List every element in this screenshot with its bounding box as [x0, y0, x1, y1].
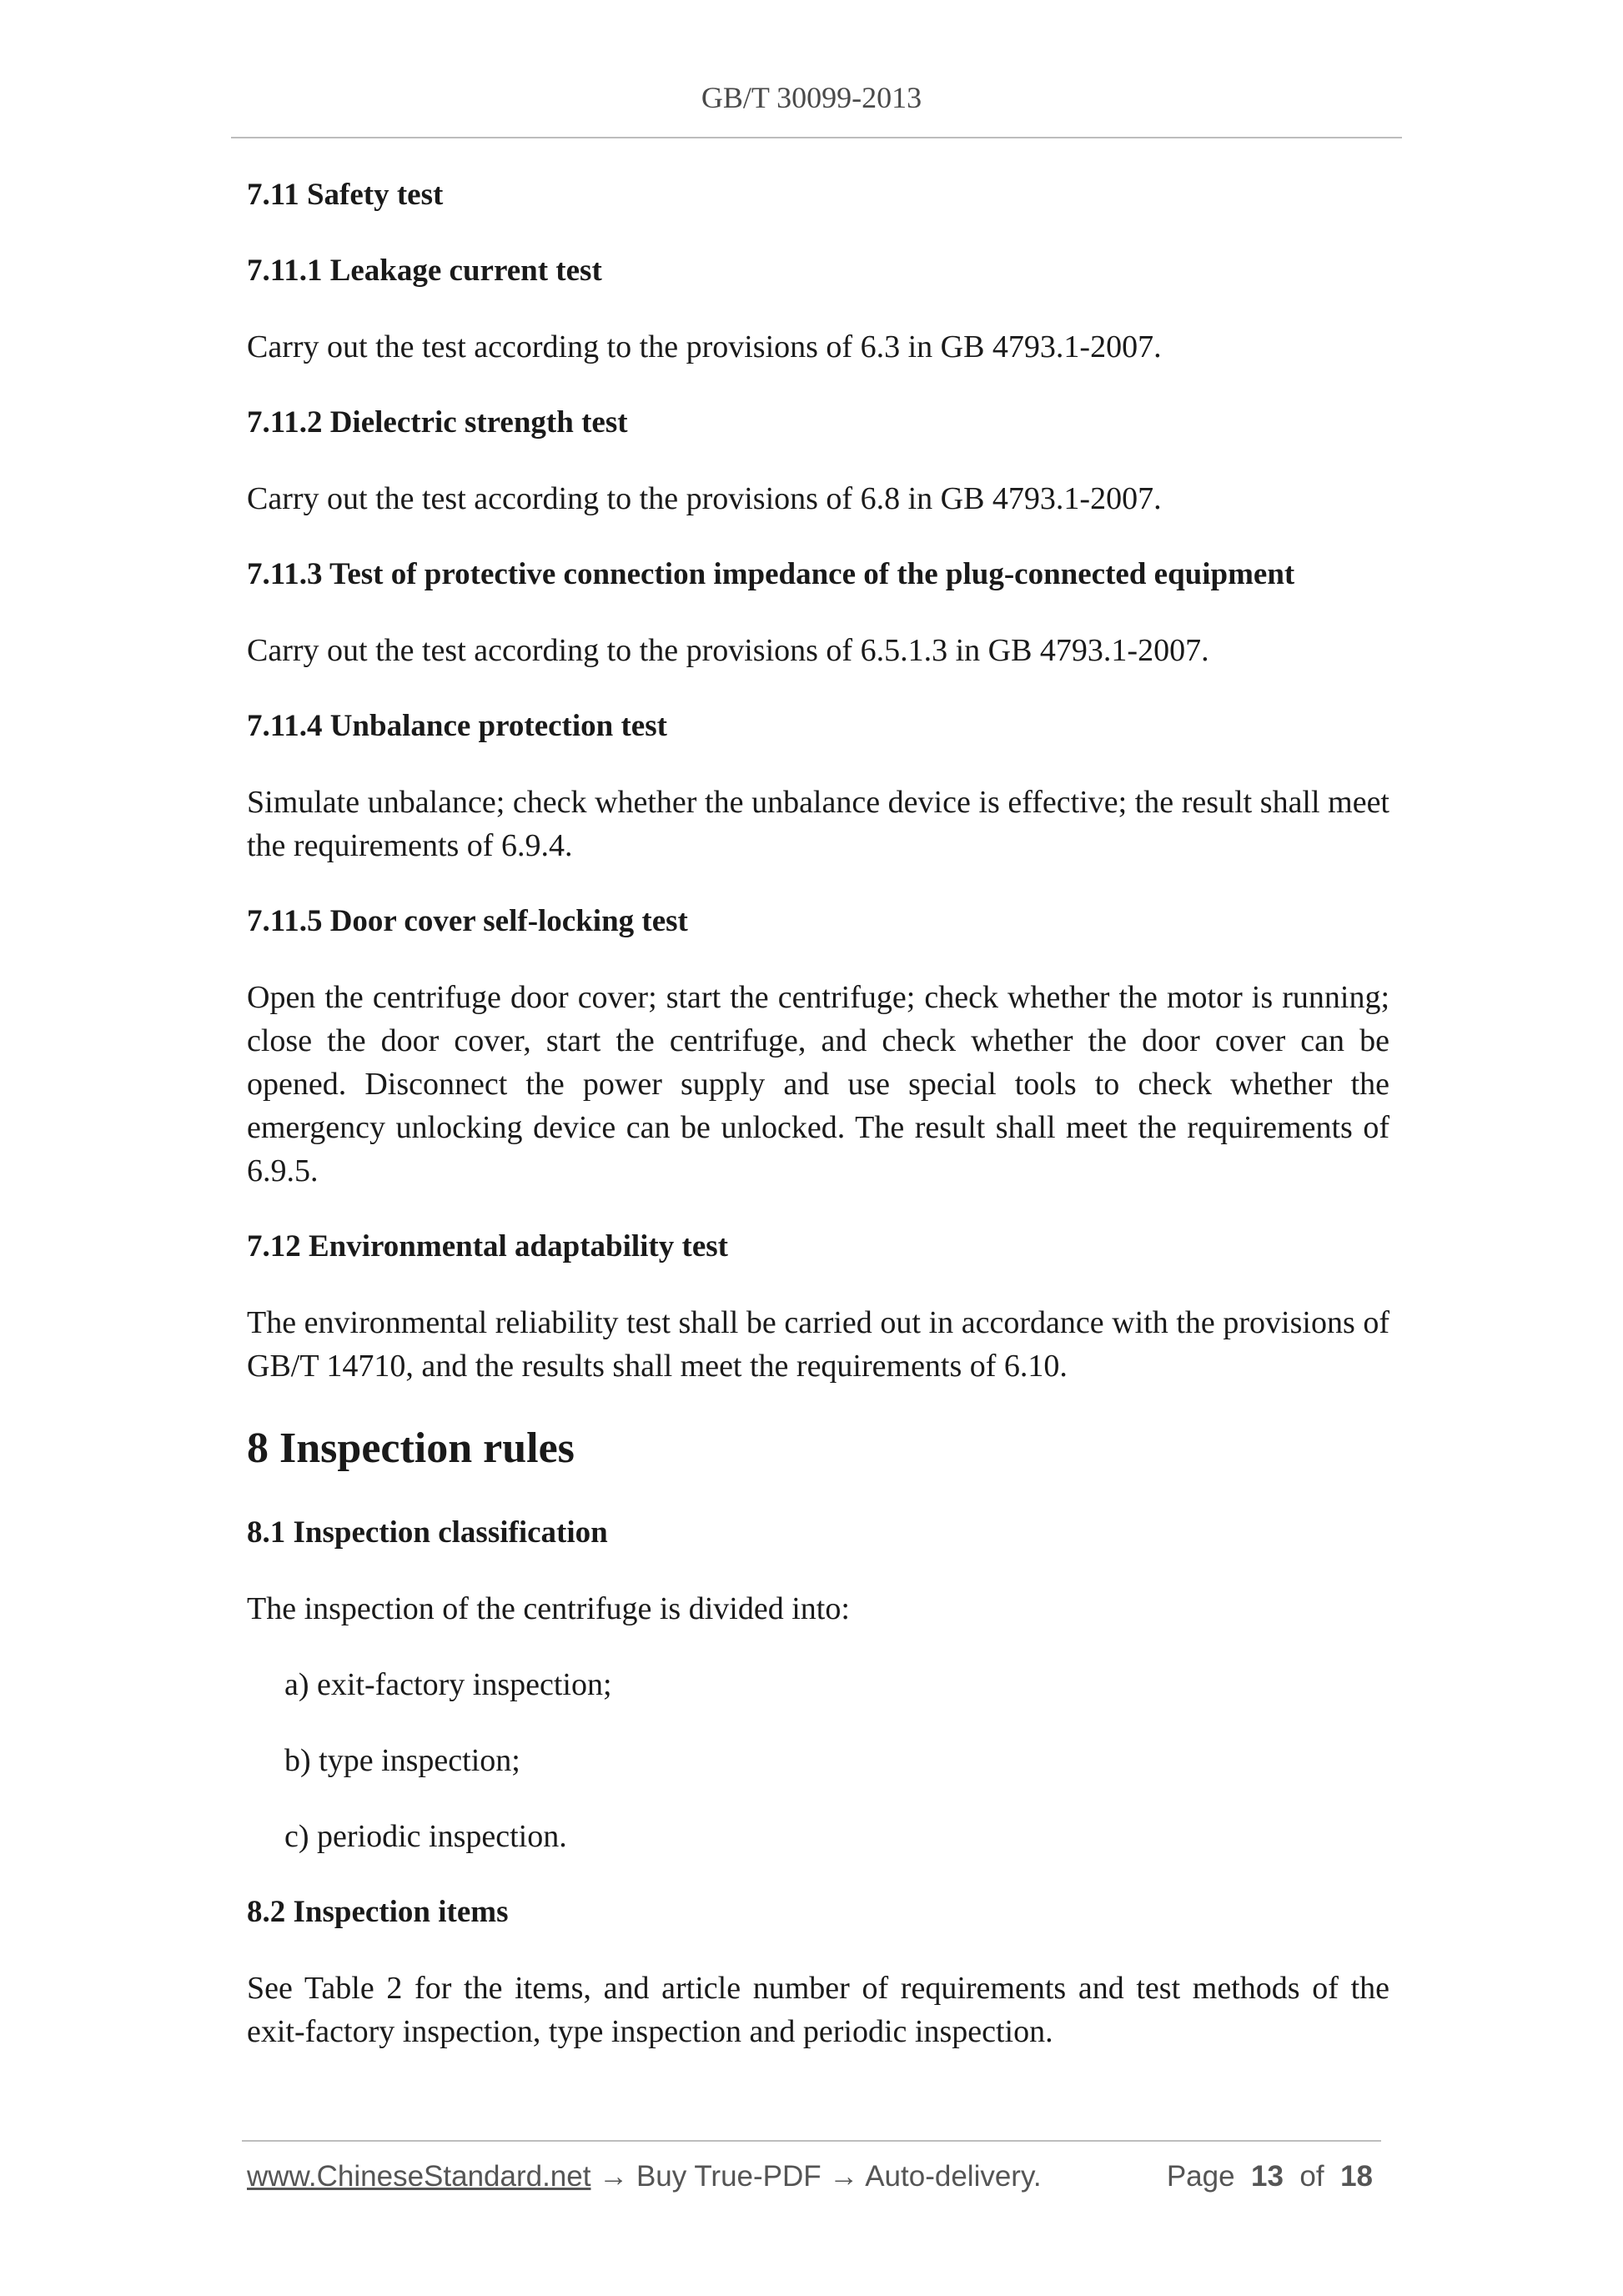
website-link[interactable]: www.ChineseStandard.net	[247, 2160, 591, 2193]
subsection-heading: 7.11.1 Leakage current test	[247, 254, 602, 288]
list-item: b) type inspection;	[284, 1743, 520, 1778]
buy-text: Buy True-PDF	[636, 2160, 822, 2193]
paragraph: Carry out the test according to the provisions of 6.3 in GB 4793.1-2007.	[247, 329, 1162, 364]
subsection-heading: 7.11.4 Unbalance protection test	[247, 709, 667, 743]
subsection-heading: 8.2 Inspection items	[247, 1895, 509, 1929]
page-label: Page	[1166, 2160, 1235, 2193]
header-divider	[231, 137, 1402, 138]
paragraph: The inspection of the centrifuge is divided into:	[247, 1591, 850, 1626]
subsection-heading: 7.11.2 Dielectric strength test	[247, 405, 628, 440]
page-footer	[247, 2160, 1381, 2203]
paragraph: Carry out the test according to the provisions of 6.8 in GB 4793.1-2007.	[247, 481, 1162, 516]
arrow-icon: →	[829, 2160, 859, 2193]
delivery-text: Auto-delivery.	[865, 2160, 1042, 2193]
subsection-heading: 7.11 Safety test	[247, 178, 444, 212]
page-indicator	[1167, 2160, 1373, 2193]
list-item: c) periodic inspection.	[284, 1819, 567, 1854]
section-heading: 8 Inspection rules	[247, 1424, 575, 1472]
paragraph: Carry out the test according to the provisions of 6.5.1.3 in GB 4793.1-2007.	[247, 633, 1209, 668]
subsection-heading: 7.11.5 Door cover self-locking test	[247, 904, 688, 938]
paragraph: See Table 2 for the items, and article number of requirements and test methods of the exit-factory inspection, type inspection and periodic inspection.	[247, 1971, 1389, 2049]
page-content	[247, 173, 1389, 2086]
footer-divider	[242, 2140, 1381, 2142]
list-item: a) exit-factory inspection;	[284, 1667, 612, 1702]
document-number-header: GB/T 30099-2013	[701, 81, 922, 114]
page-total: 18	[1340, 2160, 1373, 2193]
paragraph: The environmental reliability test shall be carried out in accordance with the provisions of GB/T 14710, and the results shall meet the requirements of 6.10.	[247, 1305, 1389, 1384]
arrow-icon: →	[599, 2160, 629, 2193]
footer-promo	[247, 2160, 1042, 2193]
paragraph: Open the centrifuge door cover; start the centrifuge; check whether the motor is running; close the door cover, start the centrifuge, and check whether the door cover can be opened. Disconnect the power supply and use special tools to check whether the emergency unlocking device can be unlocked. The result shall meet the requirements of 6.9.5.	[247, 980, 1389, 1188]
subsection-heading: 7.11.3 Test of protective connection impedance of the plug-connected equipment	[247, 557, 1295, 591]
page-current: 13	[1251, 2160, 1284, 2193]
subsection-heading: 8.1 Inspection classification	[247, 1515, 608, 1550]
subsection-heading: 7.12 Environmental adaptability test	[247, 1229, 728, 1264]
paragraph: Simulate unbalance; check whether the unbalance device is effective; the result shall meet the requirements of 6.9.4.	[247, 785, 1389, 863]
of-label: of	[1299, 2160, 1324, 2193]
